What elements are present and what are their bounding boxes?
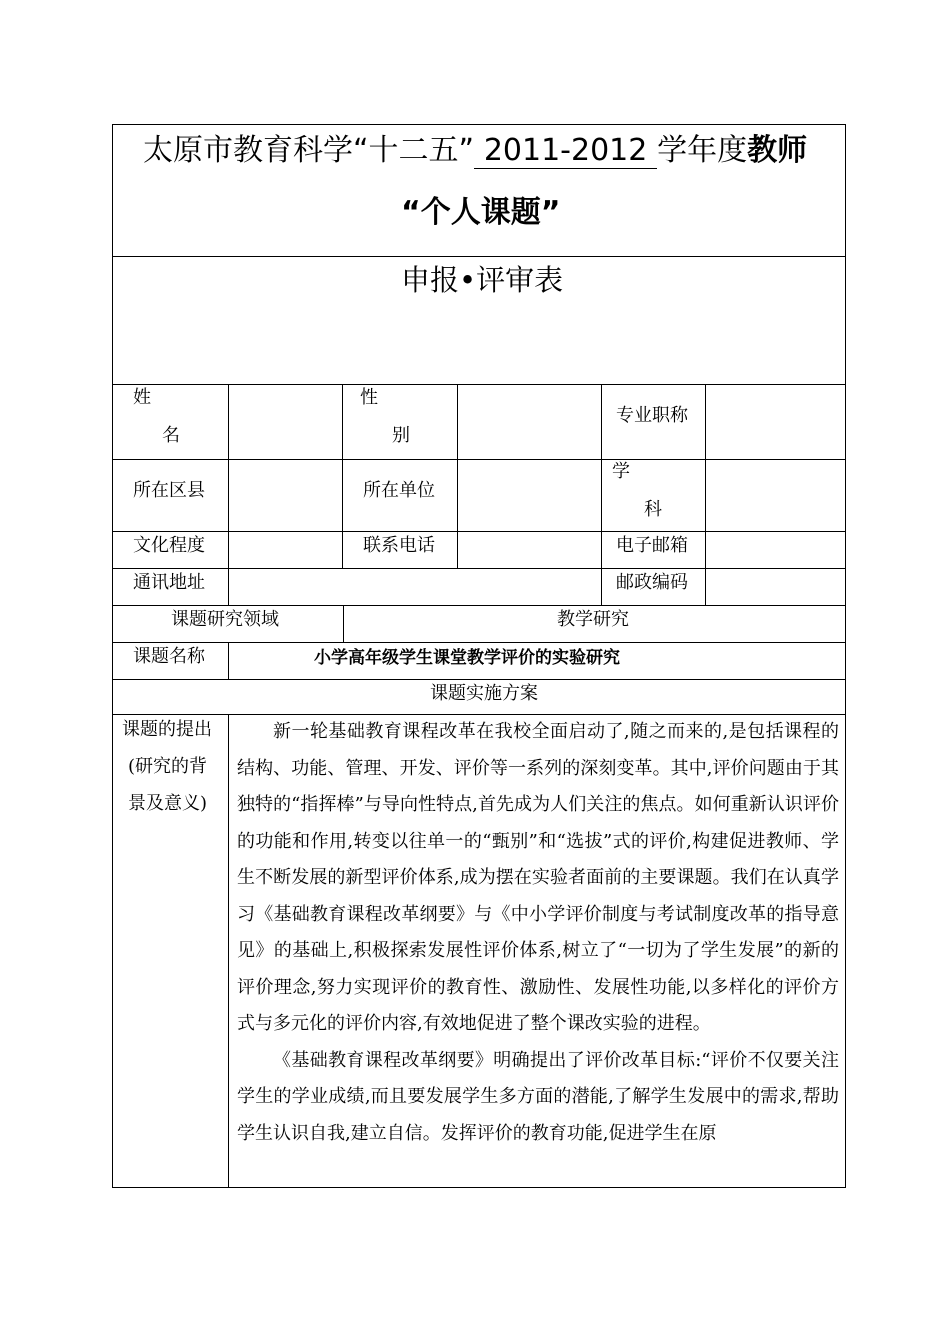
- paragraph: 新一轮基础教育课程改革在我校全面启动了,随之而来的,是包括课程的结构、功能、管理、开发、评价等一系列的深刻变革。其中,评价问题由于其独特的“指挥棒”与导向性特点,首先成为人们关注的焦点。如何重新认识评价的功能和作用,转变以往单一的“甄别”和“选拔”式的评价,构建促进教师、学生不断发展的新型评价体系,成为摆在实验者面前的主要课题。我们在认真学习《基础教育课程改革纲要》与《中小学评价制度与考试制度改革的指导意见》的基础上,积极探索发展性评价体系,树立了“一切为了学生发展”的新的评价理念,努力实现评价的教育性、激励性、发展性功能,以多样化的评价方式与多元化的评价内容,有效地促进了整个课改实验的进程。: [237, 721, 839, 1034]
- origin-label: 景及意义): [128, 793, 208, 814]
- education-label: 文化程度: [133, 535, 205, 556]
- topic-value: 小学高年级学生课堂教学评价的实验研究: [314, 648, 620, 668]
- divider: [705, 384, 706, 605]
- divider: [112, 256, 846, 257]
- district-label: 所在区县: [133, 480, 205, 501]
- title-part3: 教师: [747, 133, 808, 168]
- body-text: [237, 714, 839, 1152]
- divider: [112, 568, 846, 569]
- phone-label: 联系电话: [363, 535, 435, 556]
- year-field: 2011-2012: [474, 134, 657, 169]
- email-label: 电子邮箱: [616, 535, 688, 556]
- subject-label: 学: [612, 461, 630, 482]
- divider: [228, 714, 229, 1188]
- page-subtitle: 申报•评审表: [401, 263, 564, 297]
- title-part2: 学年度: [657, 133, 748, 168]
- divider: [112, 679, 846, 680]
- divider: [343, 605, 344, 642]
- divider: [112, 531, 846, 532]
- origin-label: (研究的背: [128, 756, 208, 777]
- unit-label: 所在单位: [363, 480, 435, 501]
- divider: [457, 384, 458, 568]
- page-title: [143, 133, 807, 169]
- paragraph: 《基础教育课程改革纲要》明确提出了评价改革目标:“评价不仅要关注学生的学业成绩,而且要发展学生多方面的潜能,了解学生发展中的需求,帮助学生认识自我,建立自信。发挥评价的教育功能,促进学生在原: [237, 1049, 839, 1144]
- divider: [112, 642, 846, 643]
- subject-label: 科: [644, 499, 662, 520]
- page-title-line2: “个人课题”: [401, 195, 561, 230]
- gender-label: 性: [360, 387, 378, 408]
- divider: [228, 384, 229, 605]
- divider: [342, 384, 343, 568]
- title-label: 专业职称: [616, 405, 688, 426]
- divider: [112, 384, 846, 385]
- gender-label: 别: [392, 425, 410, 446]
- postcode-label: 邮政编码: [616, 572, 688, 593]
- divider: [228, 642, 229, 679]
- plan-label: 课题实施方案: [430, 683, 538, 704]
- name-label: 姓: [133, 387, 151, 408]
- field-value: 教学研究: [557, 609, 629, 630]
- topic-label: 课题名称: [133, 646, 205, 667]
- name-label: 名: [162, 425, 180, 446]
- origin-label: 课题的提出: [122, 719, 212, 740]
- divider: [601, 384, 602, 605]
- divider: [112, 459, 846, 460]
- field-label: 课题研究领域: [171, 609, 279, 630]
- title-part1: 太原市教育科学“十二五”: [143, 133, 475, 168]
- address-label: 通讯地址: [133, 572, 205, 593]
- divider: [112, 605, 846, 606]
